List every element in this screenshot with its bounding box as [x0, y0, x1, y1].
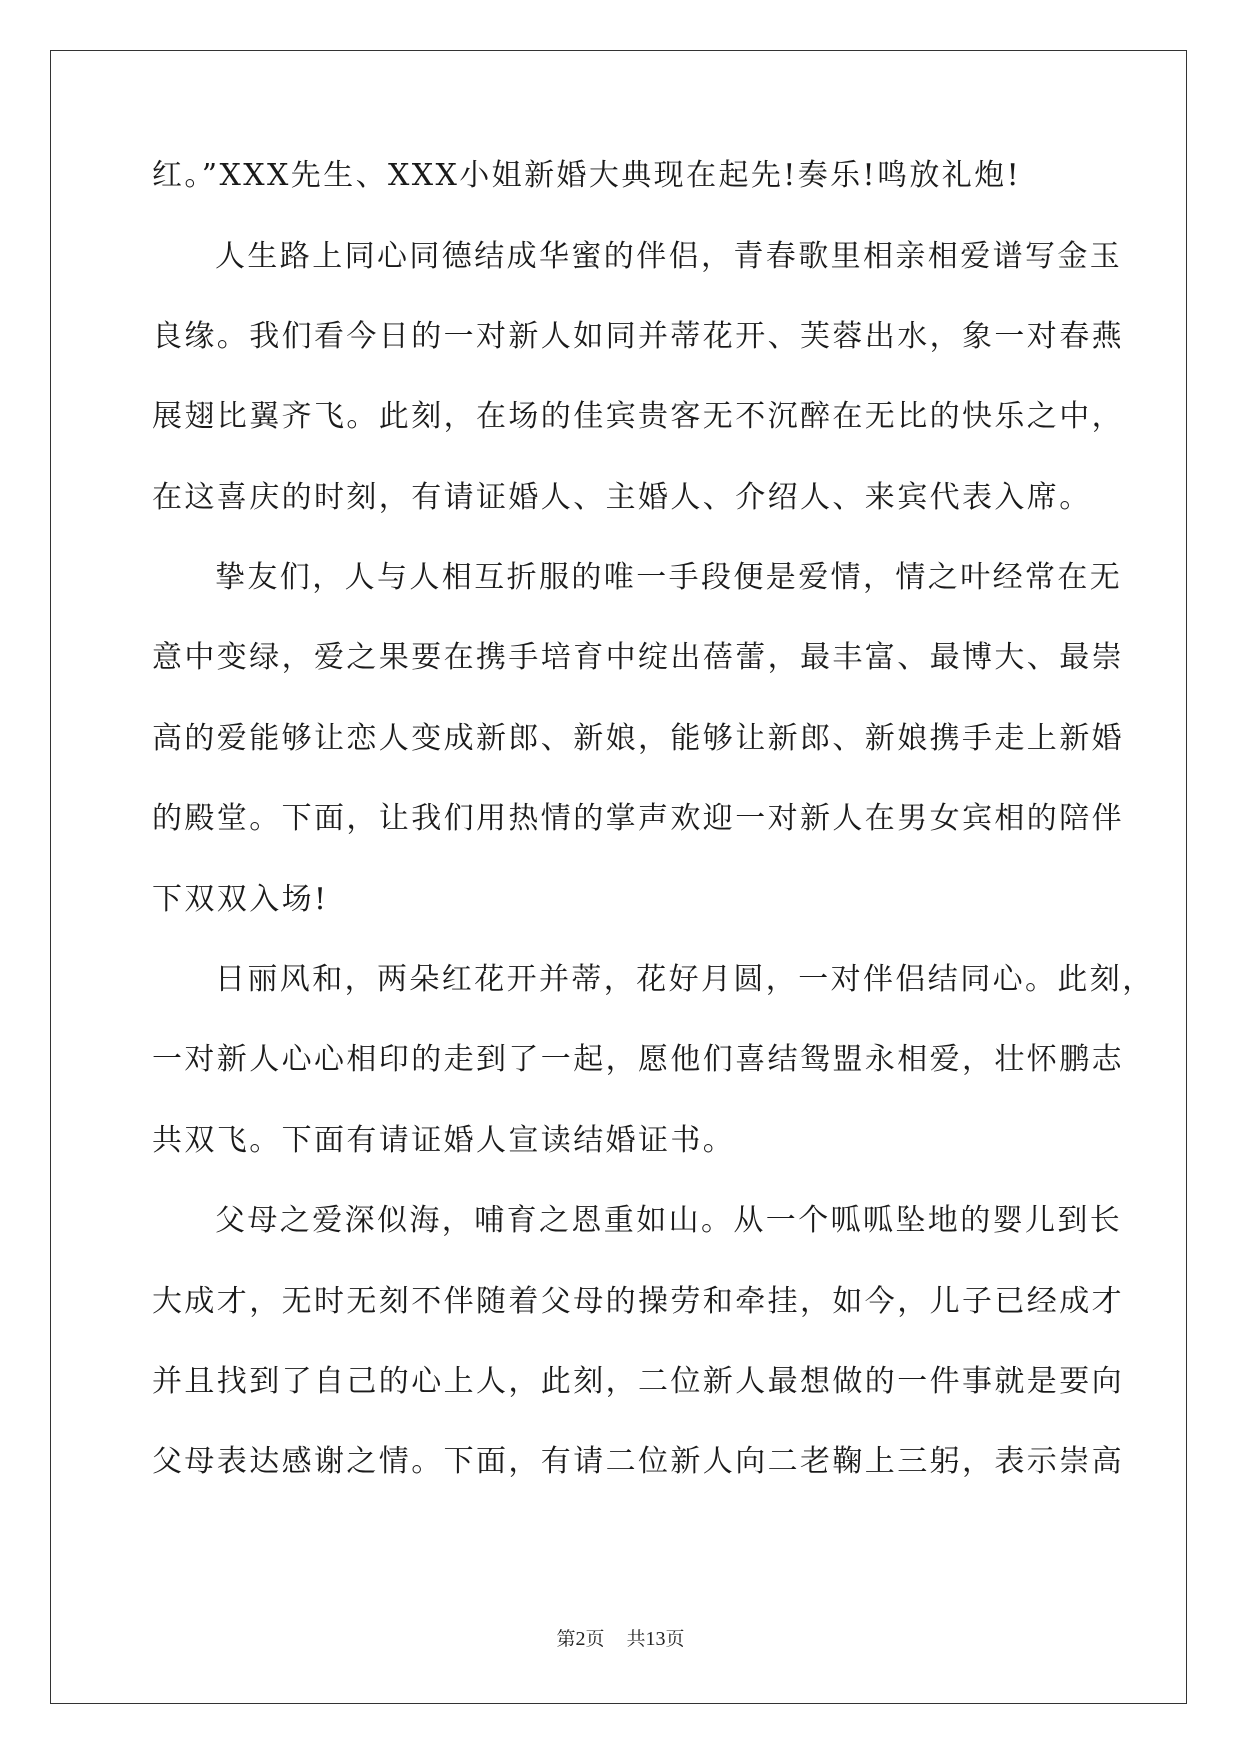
text-line: 一对新人心心相印的走到了一起，愿他们喜结鸳盟永相爱，壮怀鹏志	[152, 1042, 1124, 1077]
paragraph-first-line: 父母之爱深似海，哺育之恩重如山。从一个呱呱坠地的婴儿到长	[215, 1203, 1123, 1238]
paragraph-first-line: 挚友们，人与人相互折服的唯一手段便是爱情，情之叶经常在无	[215, 560, 1123, 595]
text-line: 红。”XXX先生、XXX小姐新婚大典现在起先!奏乐!鸣放礼炮!	[152, 158, 1022, 193]
text-line: 的殿堂。下面，让我们用热情的掌声欢迎一对新人在男女宾相的陪伴	[152, 801, 1124, 836]
text-line: 良缘。我们看今日的一对新人如同并蒂花开、芙蓉出水，象一对春燕	[152, 319, 1124, 354]
text-line: 在这喜庆的时刻，有请证婚人、主婚人、介绍人、来宾代表入席。	[152, 480, 1092, 515]
paragraph-first-line: 日丽风和，两朵红花开并蒂，花好月圆，一对伴侣结同心。此刻，	[215, 962, 1155, 997]
text-line: 意中变绿，爱之果要在携手培育中绽出蓓蕾，最丰富、最博大、最崇	[152, 640, 1124, 675]
text-line: 共双飞。下面有请证婚人宣读结婚证书。	[152, 1123, 736, 1158]
text-line: 高的爱能够让恋人变成新郎、新娘，能够让新郎、新娘携手走上新婚	[152, 721, 1124, 756]
paragraph-first-line: 人生路上同心同德结成华蜜的伴侣，青春歌里相亲相爱谱写金玉	[215, 239, 1123, 274]
page-footer	[0, 1627, 1241, 1651]
total-unit: 页	[665, 1628, 685, 1650]
page-unit: 页	[585, 1628, 605, 1650]
page-prefix: 第	[556, 1628, 576, 1650]
page-current: 2	[575, 1628, 586, 1650]
text-line: 下双双入场!	[152, 882, 329, 917]
total-prefix: 共	[626, 1628, 646, 1650]
text-line: 父母表达感谢之情。下面，有请二位新人向二老鞠上三躬，表示崇高	[152, 1444, 1124, 1479]
text-line: 并且找到了自己的心上人，此刻，二位新人最想做的一件事就是要向	[152, 1364, 1124, 1399]
text-line: 展翅比翼齐飞。此刻，在场的佳宾贵客无不沉醉在无比的快乐之中，	[152, 399, 1124, 434]
page-total: 13	[645, 1628, 666, 1650]
text-line: 大成才，无时无刻不伴随着父母的操劳和牵挂，如今，儿子已经成才	[152, 1284, 1124, 1319]
